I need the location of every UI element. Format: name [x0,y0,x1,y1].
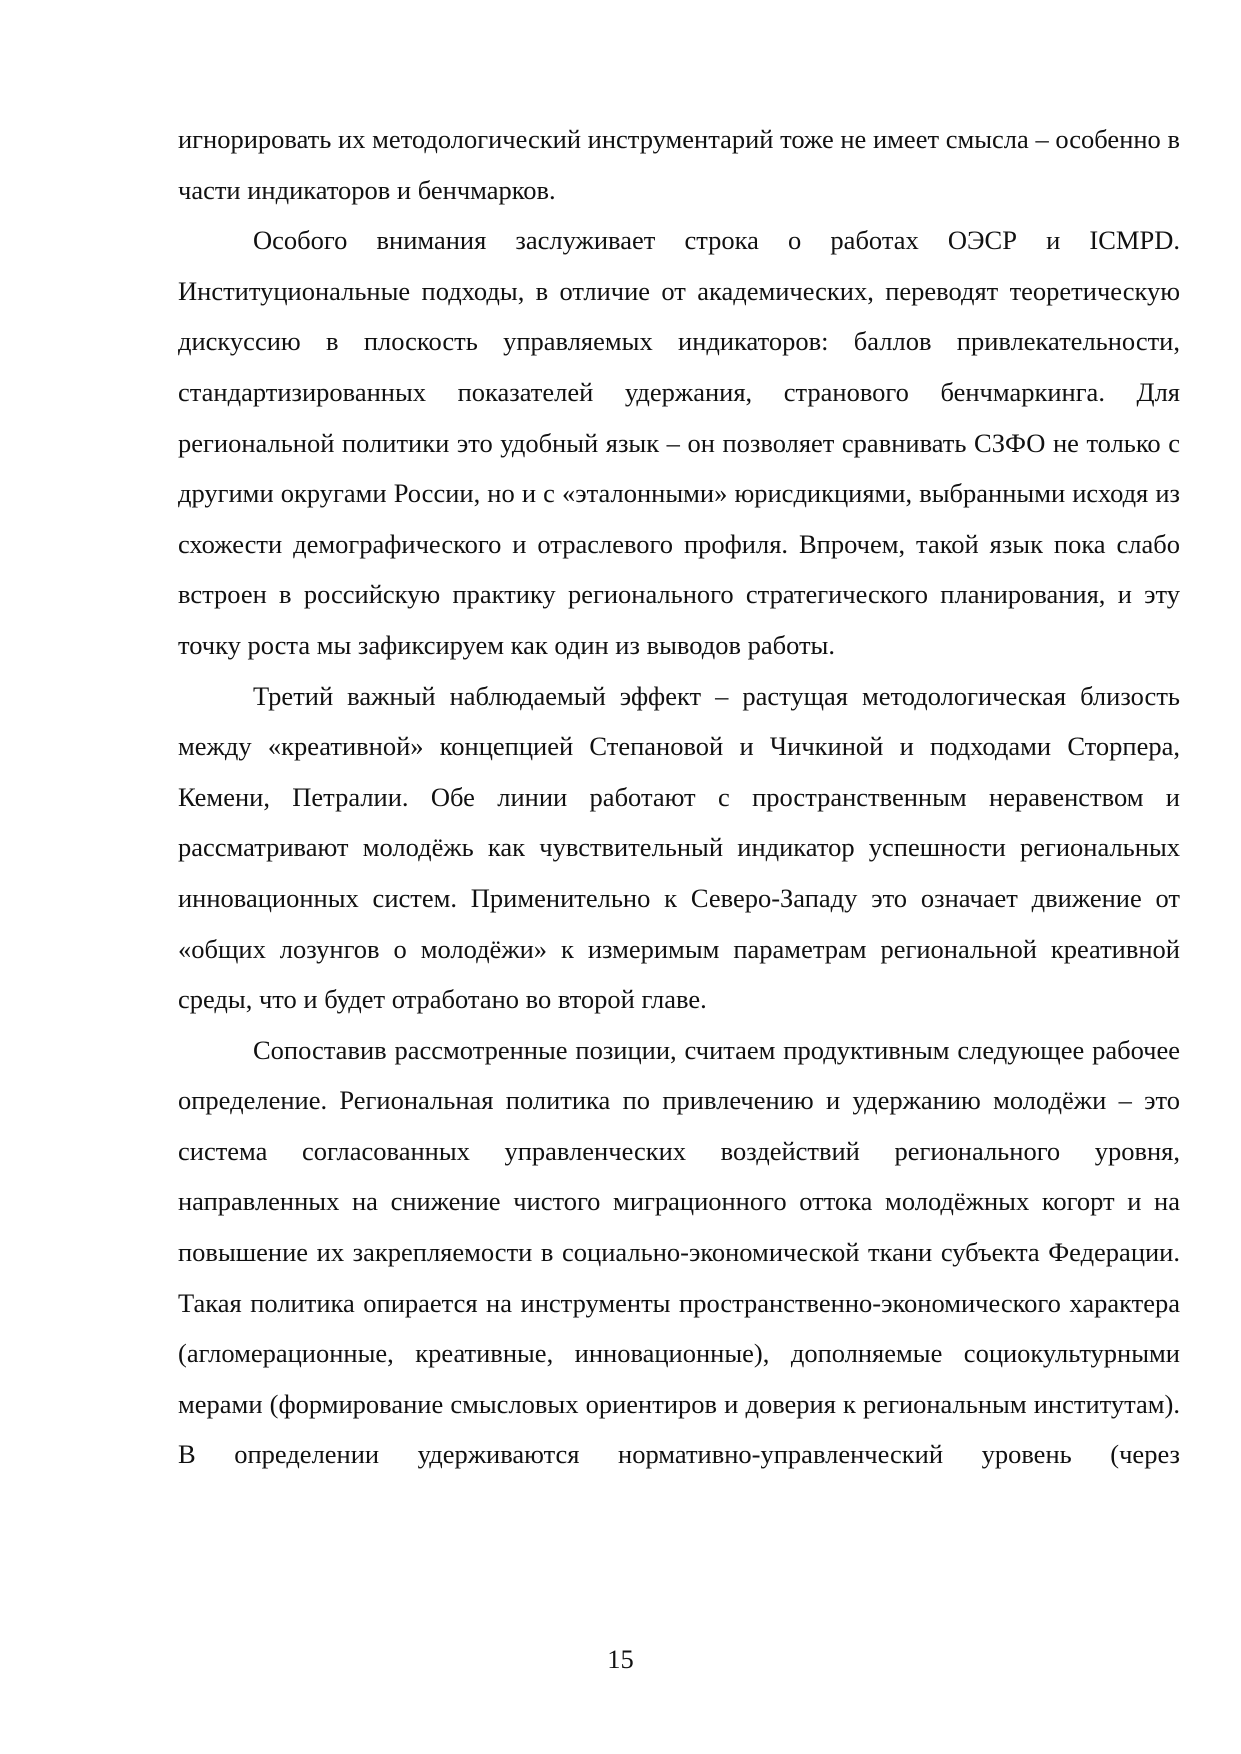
paragraph-creative-concept: Третий важный наблюдаемый эффект – растущая методологическая близость между «креативной» концепцией Степановой и Чичкиной и подходами Сторпера, Кемени, Петралии. Обе линии работают с пространственным неравенством и рассматривают молодёжь как чувствительный индикатор успешности региональных инновационных систем. Применительно к Северо-Западу это означает движение от «общих лозунгов о молодёжи» к измеримым параметрам региональной креативной среды, что и будет отработано во второй главе. [178,680,1180,1015]
paragraph-working-definition: Сопоставив рассмотренные позиции, считаем продуктивным следующее рабочее определение. Региональная политика по привлечению и удержанию молодёжи – это система согласованных управленческих воздействий регионального уровня, направленных на снижение чистого миграционного оттока молодёжных когорт и на повышение их закрепляемости в социально-экономической ткани субъекта Федерации. Такая политика опирается на инструменты пространственно-экономического характера (агломерационные, креативные, инновационные), дополняемые социокультурными мерами (формирование смысловых ориентиров и доверия к региональным институтам). В определении удерживаются нормативно-управленческий уровень (через [178,1034,1180,1470]
document-body [178,114,1180,1480]
paragraph-oecd-icmpd: Особого внимания заслуживает строка о работах ОЭСР и ICMPD. Институциональные подходы, в отличие от академических, переводят теоретическую дискуссию в плоскость управляемых индикаторов: баллов привлекательности, стандартизированных показателей удержания, странового бенчмаркинга. Для региональной политики это удобный язык – он позволяет сравнивать СЗФО не только с другими округами России, но и с «эталонными» юрисдикциями, выбранными исходя из схожести демографического и отраслевого профиля. Впрочем, такой язык пока слабо встроен в российскую практику регионального стратегического планирования, и эту точку роста мы зафиксируем как один из выводов работы. [178,225,1180,660]
paragraph-continuation: игнорировать их методологический инструментарий тоже не имеет смысла – особенно в части индикаторов и бенчмарков. [178,124,1180,205]
page-number: 15 [607,1644,634,1674]
